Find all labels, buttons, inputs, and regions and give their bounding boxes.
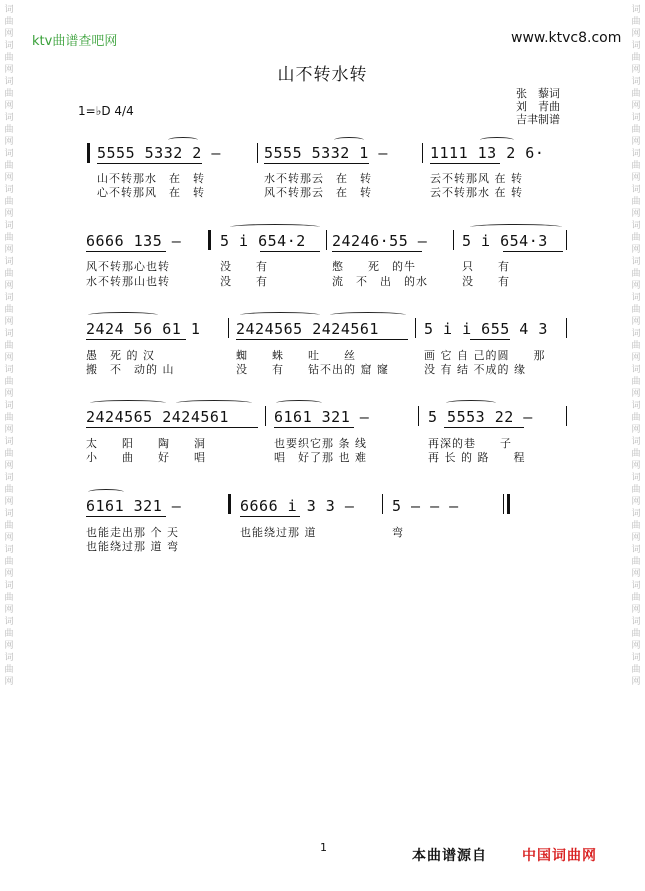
tie-arc: [88, 489, 124, 495]
tie-arc: [90, 400, 166, 406]
watermark-char: 词: [4, 581, 14, 591]
watermark-char: 词: [631, 257, 641, 267]
watermark-char: 网: [4, 101, 14, 111]
repeat-start-bar: [87, 143, 90, 163]
watermark-char: 网: [631, 497, 641, 507]
watermark-char: 曲: [4, 89, 14, 99]
barline: [228, 318, 229, 338]
watermark-char: 词: [631, 41, 641, 51]
lyric-line: 没 有: [220, 275, 268, 288]
watermark-char: 曲: [631, 449, 641, 459]
lyric-line: 心不转那风 在 转: [97, 186, 205, 199]
lyric-line: 山不转那水 在 转: [97, 172, 205, 185]
site-right-link[interactable]: www.ktvc8.com: [511, 30, 622, 46]
lyric-line: 弯: [392, 526, 404, 539]
watermark-char: 曲: [4, 341, 14, 351]
barline: [566, 230, 567, 250]
watermark-char: 网: [4, 641, 14, 651]
watermark-char: 网: [4, 137, 14, 147]
barline: [265, 406, 266, 426]
watermark-char: 曲: [631, 161, 641, 171]
watermark-char: 曲: [631, 17, 641, 27]
lyric-line: 流 不 出 的水: [332, 275, 428, 288]
underline-beam: [470, 339, 510, 340]
lyric-line: 风不转那云 在 转: [264, 186, 372, 199]
watermark-char: 网: [4, 353, 14, 363]
watermark-char: 网: [4, 569, 14, 579]
source-label: 本曲谱源自: [412, 848, 487, 864]
lyric-line: 只 有: [462, 260, 510, 273]
watermark-char: 词: [631, 293, 641, 303]
watermark-char: 网: [4, 389, 14, 399]
watermark-char: 曲: [4, 449, 14, 459]
watermark-char: 网: [631, 677, 641, 687]
watermark-char: 网: [4, 281, 14, 291]
watermark-char: 词: [631, 545, 641, 555]
watermark-char: 词: [4, 545, 14, 555]
watermark-char: 曲: [4, 17, 14, 27]
lyric-line: 没 有 结 不成的 缘: [424, 363, 526, 376]
lyric-line: 没 有: [220, 260, 268, 273]
tie-arc: [176, 400, 252, 406]
watermark-char: 曲: [4, 665, 14, 675]
watermark-char: 词: [4, 185, 14, 195]
lyric-line: 云不转那水 在 转: [430, 186, 523, 199]
watermark-char: 曲: [631, 377, 641, 387]
watermark-char: 网: [4, 425, 14, 435]
tie-arc: [480, 137, 514, 143]
measure-2: 5555 5332 1 —: [264, 144, 388, 162]
lyric-line: 再深的巷 子: [428, 437, 512, 450]
watermark-char: 网: [631, 29, 641, 39]
watermark-char: 网: [4, 461, 14, 471]
final-bar: [507, 494, 510, 514]
watermark-char: 词: [4, 113, 14, 123]
watermark-char: 网: [631, 209, 641, 219]
watermark-char: 网: [4, 605, 14, 615]
watermark-char: 词: [4, 617, 14, 627]
watermark-char: 曲: [631, 305, 641, 315]
underline-beam: [444, 427, 524, 428]
lyric-line: 搬 不 动的 山: [86, 363, 175, 376]
watermark-char: 网: [631, 317, 641, 327]
watermark-char: 词: [4, 293, 14, 303]
watermark-char: 词: [631, 77, 641, 87]
tie-arc: [88, 312, 158, 318]
watermark-char: 曲: [4, 485, 14, 495]
watermark-char: 曲: [4, 125, 14, 135]
watermark-char: 曲: [631, 341, 641, 351]
watermark-char: 词: [4, 77, 14, 87]
watermark-char: 词: [631, 581, 641, 591]
watermark-char: 网: [4, 677, 14, 687]
watermark-char: 词: [4, 257, 14, 267]
watermark-char: 词: [4, 329, 14, 339]
measure-10: 5 i i 655 4 3: [424, 320, 548, 338]
watermark-char: 网: [631, 101, 641, 111]
watermark-char: 网: [4, 245, 14, 255]
watermark-char: 网: [631, 389, 641, 399]
watermark-char: 词: [631, 149, 641, 159]
watermark-char: 曲: [631, 125, 641, 135]
watermark-char: 词: [4, 437, 14, 447]
watermark-char: 曲: [4, 377, 14, 387]
watermark-char: 网: [631, 281, 641, 291]
lyric-line: 风不转那心也转: [86, 260, 170, 273]
barline: [566, 406, 567, 426]
tie-arc: [240, 312, 320, 318]
lyric-line: 小 曲 好 唱: [86, 451, 206, 464]
lyric-line: 没 有: [462, 275, 510, 288]
tie-arc: [334, 137, 364, 143]
watermark-char: 曲: [4, 557, 14, 567]
lyric-line: 水不转那山也转: [86, 275, 170, 288]
watermark-char: 网: [631, 605, 641, 615]
page-number: 1: [320, 841, 327, 854]
watermark-char: 网: [4, 497, 14, 507]
tie-arc: [470, 224, 562, 230]
lyric-line: 云不转那风 在 转: [430, 172, 523, 185]
watermark-char: 曲: [4, 161, 14, 171]
watermark-char: 曲: [4, 629, 14, 639]
watermark-char: 词: [631, 653, 641, 663]
watermark-char: 曲: [4, 197, 14, 207]
underline-beam: [236, 339, 408, 340]
lyric-line: 太 阳 陶 洞: [86, 437, 206, 450]
measure-5: 5 i 654·2: [220, 232, 306, 250]
watermark-char: 曲: [4, 413, 14, 423]
watermark-char: 词: [4, 5, 14, 15]
watermark-char: 网: [631, 569, 641, 579]
watermark-right: [629, 4, 643, 688]
watermark-char: 曲: [4, 305, 14, 315]
watermark-char: 词: [631, 401, 641, 411]
measure-7: 5 i 654·3: [462, 232, 548, 250]
watermark-char: 网: [631, 137, 641, 147]
watermark-char: 词: [631, 365, 641, 375]
underline-beam: [86, 251, 166, 252]
watermark-char: 词: [631, 221, 641, 231]
watermark-char: 网: [631, 461, 641, 471]
tie-arc: [446, 400, 496, 406]
measure-13: 5 5553 22 —: [428, 408, 533, 426]
lyric-line: 憋 死 的牛: [332, 260, 416, 273]
watermark-char: 网: [631, 65, 641, 75]
watermark-char: 网: [4, 173, 14, 183]
watermark-char: 词: [631, 437, 641, 447]
watermark-char: 词: [631, 473, 641, 483]
watermark-char: 网: [4, 533, 14, 543]
measure-4: 6666 135 —: [86, 232, 182, 250]
watermark-char: 词: [631, 329, 641, 339]
underline-beam: [274, 427, 354, 428]
watermark-left: [2, 4, 16, 688]
lyric-line: 水不转那云 在 转: [264, 172, 372, 185]
measure-14: 6161 321 —: [86, 497, 182, 515]
barline: [415, 318, 416, 338]
watermark-char: 词: [4, 401, 14, 411]
underline-beam: [86, 516, 166, 517]
watermark-char: 词: [631, 617, 641, 627]
lyric-line: 蜘 蛛 吐 丝: [236, 349, 356, 362]
watermark-char: 词: [631, 5, 641, 15]
barline: [257, 143, 258, 163]
barline: [422, 143, 423, 163]
underline-beam: [240, 516, 300, 517]
underline-beam: [97, 163, 202, 164]
song-title: 山不转水转: [277, 65, 368, 85]
watermark-char: 网: [631, 173, 641, 183]
underline-beam: [86, 427, 258, 428]
watermark-char: 曲: [631, 269, 641, 279]
watermark-char: 词: [4, 653, 14, 663]
underline-beam: [264, 163, 369, 164]
watermark-char: 网: [631, 353, 641, 363]
lyric-line: 画 它 自 己的圆 那: [424, 349, 546, 362]
measure-1: 5555 5332 2 —: [97, 144, 221, 162]
watermark-char: 网: [4, 209, 14, 219]
watermark-char: 网: [4, 29, 14, 39]
watermark-char: 曲: [631, 197, 641, 207]
watermark-char: 曲: [631, 485, 641, 495]
underline-beam: [86, 339, 186, 340]
measure-12: 6161 321 —: [274, 408, 370, 426]
measure-6: 24246·55 —: [332, 232, 428, 250]
tie-arc: [276, 400, 322, 406]
lyric-line: 也能绕过那 道 弯: [86, 540, 179, 553]
tie-arc: [168, 137, 198, 143]
credit-transcriber: 吉聿制谱: [516, 113, 560, 126]
credit-composer: 刘 青曲: [516, 100, 560, 113]
watermark-char: 曲: [631, 593, 641, 603]
watermark-char: 词: [4, 149, 14, 159]
watermark-char: 网: [4, 317, 14, 327]
watermark-char: 曲: [631, 557, 641, 567]
watermark-char: 词: [631, 185, 641, 195]
watermark-char: 曲: [4, 269, 14, 279]
barline: [503, 494, 504, 514]
measure-3: 1111 13 2 6·: [430, 144, 545, 162]
watermark-char: 曲: [631, 89, 641, 99]
lyric-line: 唱 好了那 也 难: [274, 451, 367, 464]
watermark-char: 网: [631, 533, 641, 543]
watermark-char: 曲: [631, 665, 641, 675]
measure-16: 5 — — —: [392, 497, 459, 515]
measure-15: 6666 i 3 3 —: [240, 497, 355, 515]
lyric-line: 也能绕过那 道: [240, 526, 317, 539]
barline: [418, 406, 419, 426]
watermark-char: 曲: [631, 629, 641, 639]
watermark-char: 曲: [631, 521, 641, 531]
watermark-char: 词: [631, 509, 641, 519]
measure-8: 2424 56 61 1: [86, 320, 201, 338]
watermark-char: 词: [4, 41, 14, 51]
watermark-char: 曲: [4, 593, 14, 603]
watermark-char: 词: [4, 365, 14, 375]
tie-arc: [330, 312, 406, 318]
watermark-char: 网: [631, 641, 641, 651]
repeat-start-bar: [208, 230, 211, 250]
watermark-char: 词: [631, 113, 641, 123]
underline-beam: [332, 251, 422, 252]
watermark-char: 词: [4, 473, 14, 483]
watermark-char: 曲: [4, 53, 14, 63]
key-signature: 1=♭D 4/4: [78, 104, 134, 118]
watermark-char: 网: [631, 425, 641, 435]
watermark-char: 词: [4, 509, 14, 519]
lyric-line: 也能走出那 个 天: [86, 526, 179, 539]
measure-11: 2424565 2424561: [86, 408, 229, 426]
repeat-end-bar: [228, 494, 231, 514]
watermark-char: 曲: [4, 521, 14, 531]
underline-beam: [430, 163, 500, 164]
lyric-line: 愚 死 的 汉: [86, 349, 155, 362]
barline: [566, 318, 567, 338]
barline: [326, 230, 327, 250]
credit-lyricist: 张 藜词: [516, 87, 560, 100]
watermark-char: 曲: [4, 233, 14, 243]
source-site-link[interactable]: 中国词曲网: [522, 848, 597, 864]
tie-arc: [230, 224, 320, 230]
watermark-char: 曲: [631, 53, 641, 63]
underline-beam: [260, 251, 320, 252]
watermark-char: 曲: [631, 413, 641, 423]
measure-9: 2424565 2424561: [236, 320, 379, 338]
barline: [382, 494, 383, 514]
watermark-char: 网: [631, 245, 641, 255]
underline-beam: [503, 251, 563, 252]
watermark-char: 曲: [631, 233, 641, 243]
lyric-line: 也要织它那 条 线: [274, 437, 367, 450]
barline: [453, 230, 454, 250]
watermark-char: 词: [4, 221, 14, 231]
lyric-line: 没 有 钻不出的 窟 窿: [236, 363, 389, 376]
site-left-link[interactable]: ktv曲谱查吧网: [32, 34, 118, 49]
watermark-char: 网: [4, 65, 14, 75]
lyric-line: 再 长 的 路 程: [428, 451, 526, 464]
